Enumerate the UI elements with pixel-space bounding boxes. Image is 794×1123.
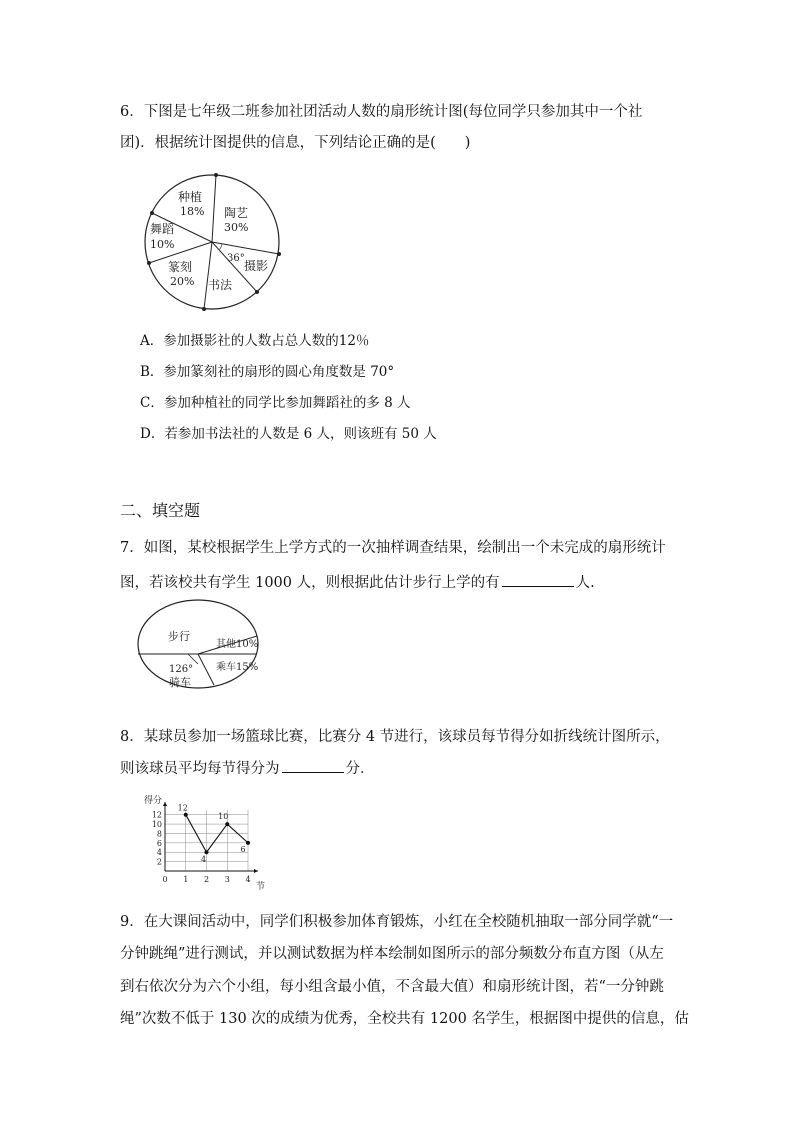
q6-label-taoyi: 陶艺: [224, 206, 249, 220]
q7-answer-blank: [502, 572, 574, 587]
q8-line-1: 8．某球员参加一场篮球比赛，比赛分 4 节进行，该球员每节得分如折线统计图所示，: [120, 729, 670, 745]
data-point: [225, 822, 229, 826]
q9-line-1: 9．在大课间活动中，同学们积极参加体育锻炼，小红在全校随机抽取一部分同学就“一: [120, 914, 674, 930]
q6-pie-chart: [140, 170, 285, 315]
q6-pct-zhongzhi: 18%: [180, 205, 205, 218]
y-tick-label: 4: [156, 848, 162, 858]
q8-answer-blank: [282, 758, 344, 773]
q6-label-zhuanke: 篆刻: [168, 260, 193, 274]
y-axis-arrow: [163, 802, 167, 806]
q6-pct-taoyi: 30%: [224, 221, 249, 234]
data-point: [184, 813, 188, 817]
q8-x-axis-label: 节: [256, 882, 266, 892]
q6-option-c: C．参加种植社的同学比参加舞蹈社的多 8 人: [140, 395, 411, 411]
q7-label-ride: 骑车: [169, 676, 191, 689]
q8-line-2-text: 则该球员平均每节得分为: [120, 761, 280, 777]
q9-line-2: 分钟跳绳”进行测试，并以测试数据为样本绘制如图所示的部分频数分布直方图（从左: [120, 946, 664, 962]
q8-y-axis-label: 得分: [144, 796, 163, 806]
x-tick-label: 4: [245, 875, 251, 884]
q8-line-chart: [140, 792, 270, 892]
q7-label-walk: 步行: [168, 630, 190, 643]
q7-line-2-text: 图，若该校共有学生 1000 人，则根据此估计步行上学的有: [120, 575, 500, 591]
q6-line-1: 6．下图是七年级二班参加社团活动人数的扇形统计图(每位同学只参加其中一个社: [120, 104, 643, 120]
q6-label-angle: 36°: [227, 253, 245, 264]
q7-line-2: [120, 572, 595, 593]
q6-label-wudao: 舞蹈: [150, 222, 175, 236]
x-tick-label: 3: [224, 875, 230, 884]
x-axis-arrow: [254, 869, 258, 873]
section-title: 二、填空题: [120, 501, 201, 520]
x-tick-label: 0: [162, 875, 168, 884]
y-tick-label: 12: [151, 810, 162, 820]
q6-line-2: 团)．根据统计图提供的信息，下列结论正确的是( ): [120, 135, 471, 151]
q6-option-a: A．参加摄影社的人数占总人数的12％: [140, 333, 370, 349]
x-tick-label: 1: [183, 875, 189, 884]
data-label: 10: [218, 812, 229, 822]
q7-label-bus: 乘车15%: [216, 662, 259, 673]
q6-label-zhongzhi: 种植: [178, 190, 203, 204]
data-label: 6: [240, 844, 246, 854]
q6-label-shufa: 书法: [208, 278, 233, 292]
q6-label-sheying: 摄影: [244, 259, 269, 273]
data-label: 12: [177, 803, 188, 813]
q7-label-ride-angle: 126°: [169, 664, 194, 675]
q8-line-2: [120, 758, 375, 779]
q7-line-2-end: 人.: [575, 575, 595, 591]
y-tick-label: 10: [151, 820, 162, 830]
q7-label-other: 其他10%: [216, 639, 259, 650]
data-point: [246, 841, 250, 845]
q7-pie-chart: [136, 598, 261, 690]
y-tick-label: 8: [156, 829, 162, 839]
q6-option-d: D．若参加书法社的人数是 6 人，则该班有 50 人: [140, 426, 437, 442]
q6-pct-zhuanke: 20%: [170, 275, 195, 288]
x-tick-label: 2: [203, 875, 210, 884]
q8-line-2-end: 分．: [345, 761, 375, 777]
y-tick-label: 2: [156, 857, 162, 867]
q9-line-4: 绳”次数不低于 130 次的成绩为优秀，全校共有 1200 名学生，根据图中提供的信息，估: [120, 1011, 689, 1027]
data-label: 4: [200, 855, 207, 865]
q6-option-b: B．参加篆刻社的扇形的圆心角度数是 70°: [140, 364, 395, 380]
data-point: [205, 850, 209, 854]
q9-line-3: 到右依次分为六个小组，每小组含最小值，不含最大值）和扇形统计图，若“一分钟跳: [120, 979, 664, 995]
y-tick-label: 6: [156, 838, 162, 848]
q7-line-1: 7．如图，某校根据学生上学方式的一次抽样调查结果，绘制出一个未完成的扇形统计: [120, 540, 666, 556]
q6-pct-wudao: 10%: [150, 238, 175, 251]
